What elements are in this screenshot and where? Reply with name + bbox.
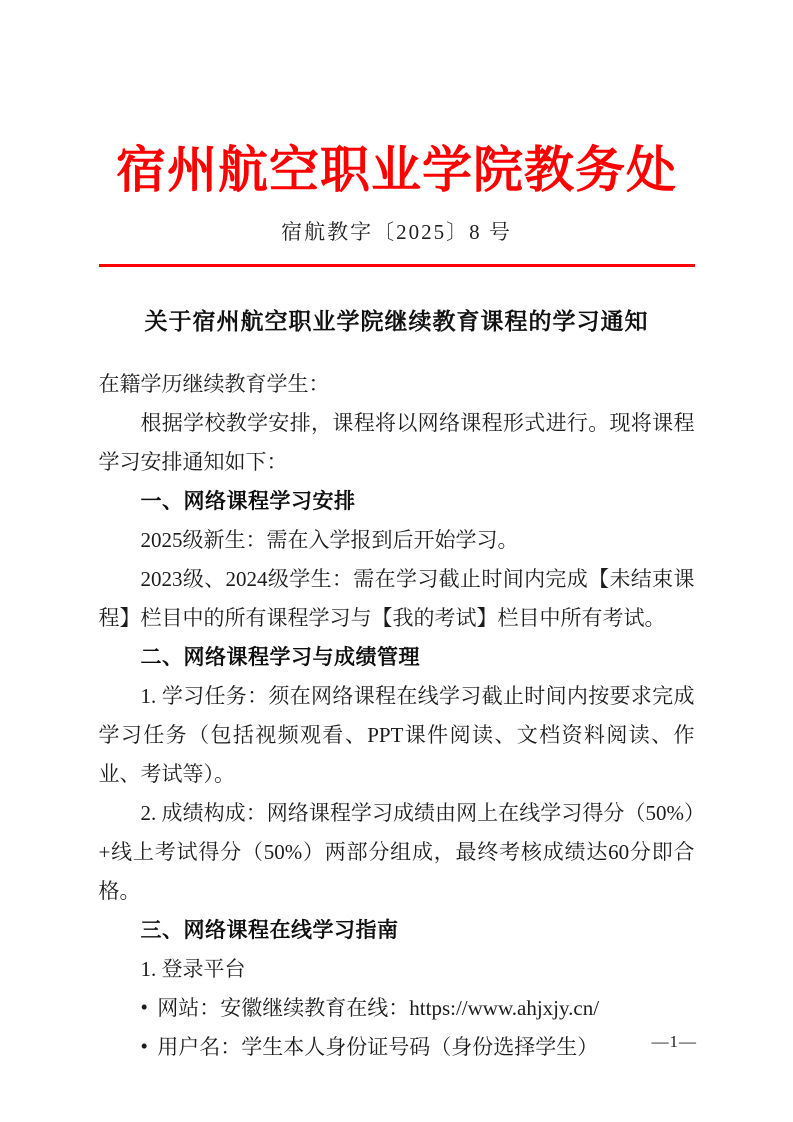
paragraph-intro: 根据学校教学安排，课程将以网络课程形式进行。现将课程学习安排通知如下：	[98, 411, 695, 474]
salutation: 在籍学历继续教育学生：	[98, 372, 330, 396]
section-heading-1: 一、网络课程学习安排	[140, 490, 356, 513]
page-number: —1—	[651, 1032, 697, 1051]
paragraph-study-tasks: 1. 学习任务：须在网络课程在线学习截止时间内按要求完成学习任务（包括视频观看、PPT课件阅读、文档资料阅读、作业、考试等）。	[98, 684, 695, 786]
section-heading-2: 二、网络课程学习与成绩管理	[140, 646, 420, 669]
bullet-icon: •	[140, 1034, 148, 1058]
section-heading-3: 三、网络课程在线学习指南	[140, 919, 399, 942]
paragraph-2023-2024-students: 2023级、2024级学生：需在学习截止时间内完成【未结束课程】栏目中的所有课程学习与【我的考试】栏目中所有考试。	[98, 567, 695, 630]
bullet-website-text: 网站：安徽继续教育在线：https://www.ahjxjy.cn/	[157, 996, 600, 1020]
paragraph-login-platform: 1. 登录平台	[140, 957, 246, 981]
bullet-icon: •	[140, 995, 148, 1019]
org-title: 宿州航空职业学院教务处	[116, 142, 677, 198]
doc-number: 宿航教字〔2025〕8 号	[281, 220, 512, 244]
notice-body	[99, 365, 695, 1067]
header-divider	[99, 264, 695, 267]
bullet-item-website	[99, 989, 695, 1028]
bullet-username-text: 用户名：学生本人身份证号码（身份选择学生）	[157, 1035, 599, 1059]
paragraph-2025-freshmen: 2025级新生：需在入学报到后开始学习。	[140, 528, 519, 552]
bullet-item-username	[99, 1028, 695, 1067]
paragraph-grade-composition: 2. 成绩构成：网络课程学习成绩由网上在线学习得分（50%）+线上考试得分（50%）两部分组成，最终考核成绩达60分即合格。	[98, 801, 695, 903]
notice-title: 关于宿州航空职业学院继续教育课程的学习通知	[144, 308, 649, 334]
